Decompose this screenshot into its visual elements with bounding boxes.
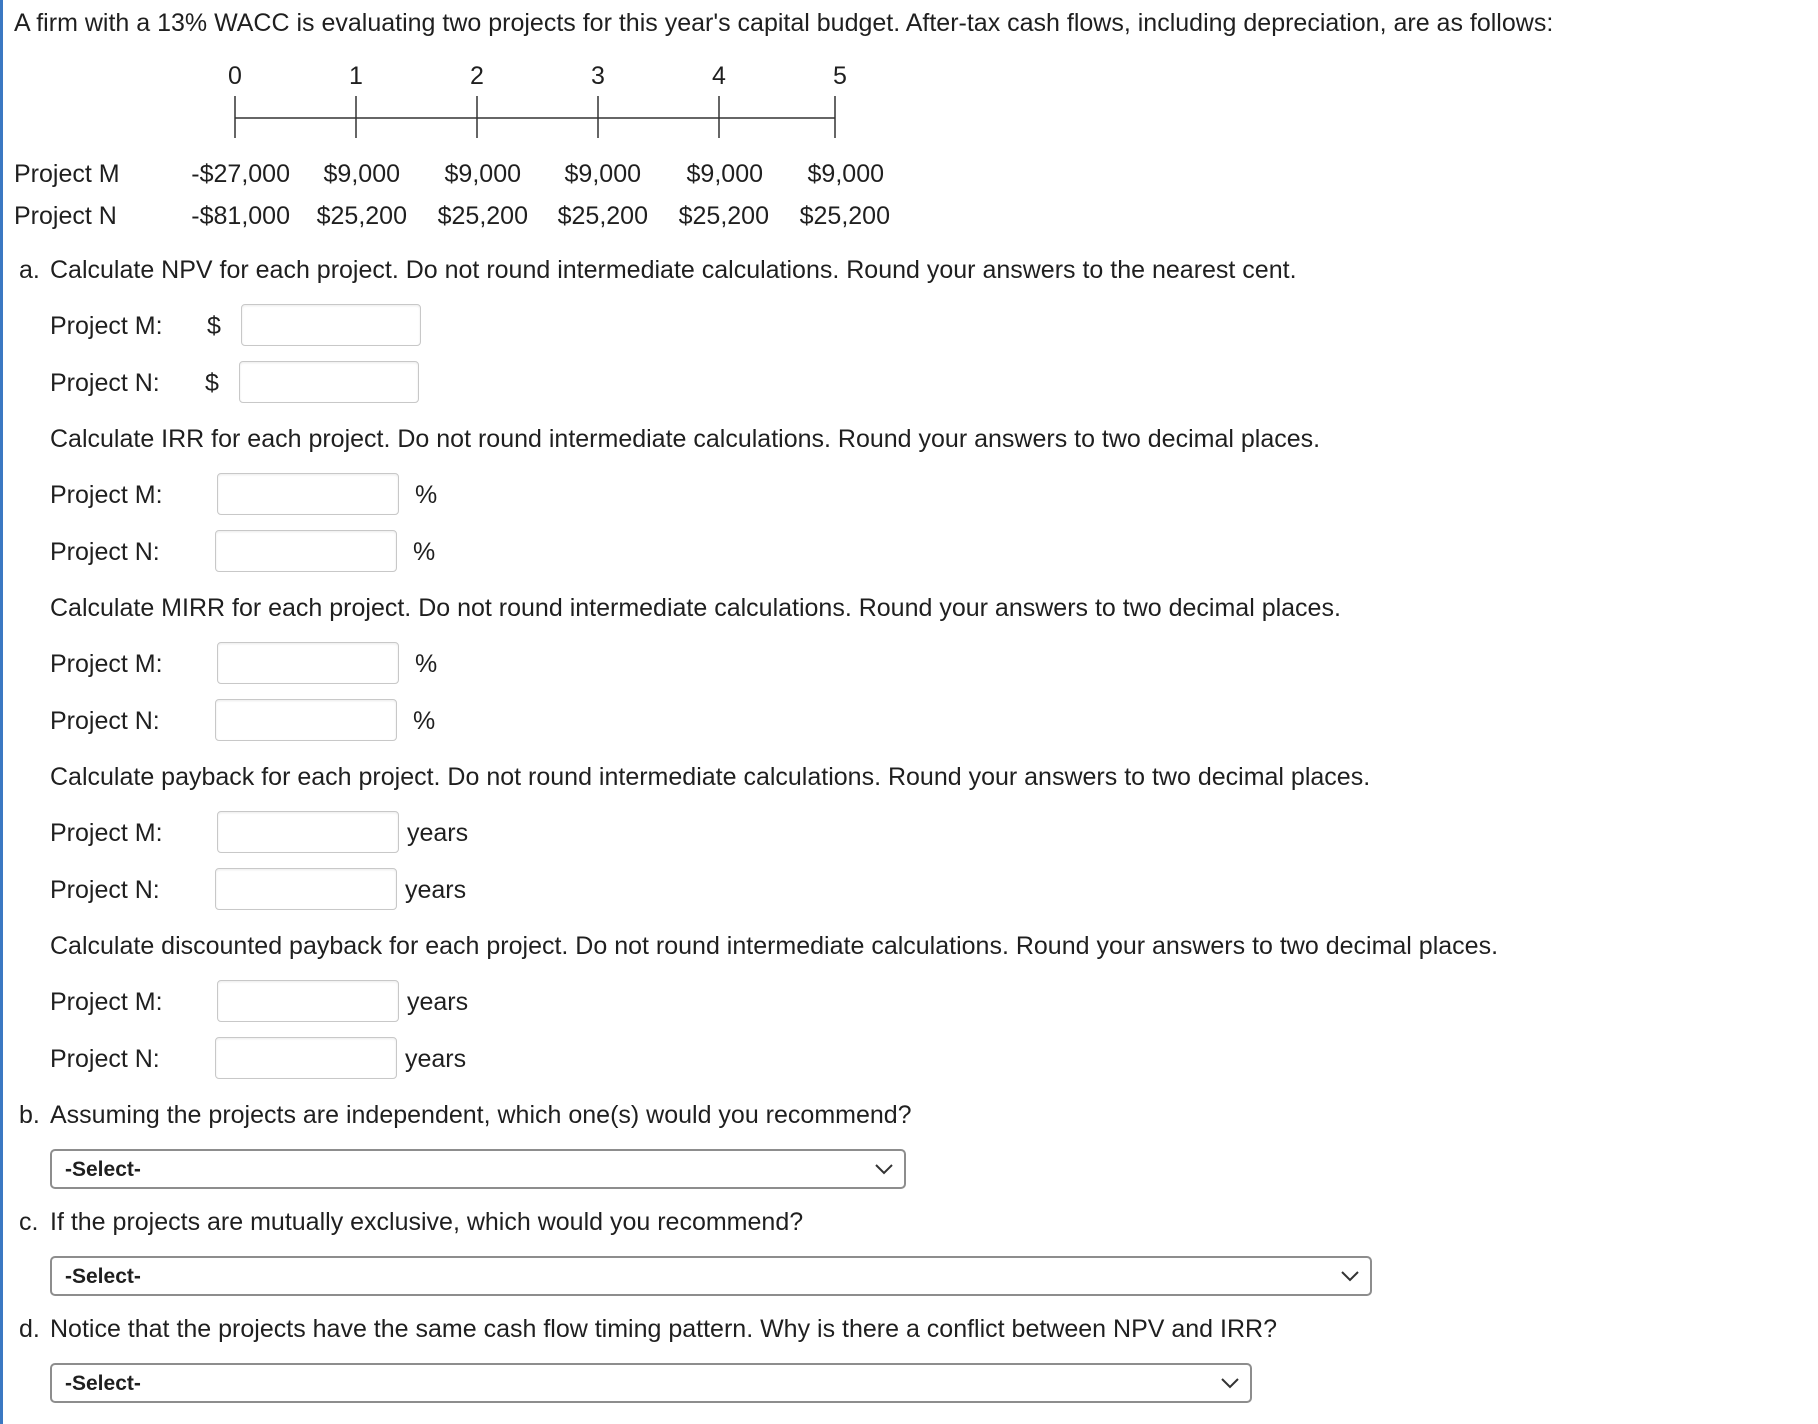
irr-m-input[interactable] [217,473,399,515]
disc-payback-n-label: Project N: [50,1045,160,1073]
period-label: 2 [470,62,484,90]
mirr-prompt: Calculate MIRR for each project. Do not round intermediate calculations. Round your answers to two decimal places. [50,594,1341,622]
irr-n-input[interactable] [215,530,397,572]
part-d-select[interactable] [50,1363,1252,1403]
npv-prompt: Calculate NPV for each project. Do not round intermediate calculations. Round your answers to the nearest cent. [50,256,1297,284]
cash-flow-timeline [230,92,840,142]
chevron-down-icon [1340,1268,1360,1284]
project-m-label: Project M [14,160,120,188]
payback-n-years: years [405,876,467,904]
project-n-cf-4: $25,200 [678,202,769,230]
npv-m-label: Project M: [50,312,163,340]
mirr-m-percent: % [415,650,438,678]
part-c-marker: c. [19,1208,39,1236]
part-c-select-value: -Select- [65,1265,141,1288]
mirr-n-label: Project N: [50,707,160,735]
project-m-cf-0: -$27,000 [191,160,290,188]
npv-n-dollar: $ [205,369,219,397]
period-label: 0 [228,62,242,90]
mirr-m-input[interactable] [217,642,399,684]
project-n-cf-1: $25,200 [316,202,407,230]
period-label: 3 [591,62,605,90]
disc-payback-m-label: Project M: [50,988,163,1016]
period-label: 4 [712,62,726,90]
payback-n-input[interactable] [215,868,397,910]
project-n-cf-0: -$81,000 [191,202,290,230]
payback-m-input[interactable] [217,811,399,853]
disc-payback-m-input[interactable] [217,980,399,1022]
npv-m-input[interactable] [241,304,421,346]
part-b-select-value: -Select- [65,1158,141,1181]
payback-m-label: Project M: [50,819,163,847]
payback-m-years: years [407,819,469,847]
irr-m-label: Project M: [50,481,163,509]
project-n-cf-2: $25,200 [437,202,528,230]
mirr-m-label: Project M: [50,650,163,678]
project-n-cf-3: $25,200 [557,202,648,230]
period-label: 5 [833,62,847,90]
project-m-cf-5: $9,000 [807,160,884,188]
disc-payback-n-input[interactable] [215,1037,397,1079]
problem-intro: A firm with a 13% WACC is evaluating two projects for this year's capital budget. After-tax cash flows, including depreciation, are as follows: [14,9,1554,37]
irr-prompt: Calculate IRR for each project. Do not round intermediate calculations. Round your answers to two decimal places. [50,425,1321,453]
part-b-marker: b. [19,1101,40,1129]
npv-n-input[interactable] [239,361,419,403]
part-a-marker: a. [19,256,40,284]
payback-prompt: Calculate payback for each project. Do not round intermediate calculations. Round your answers to two decimal places. [50,763,1371,791]
mirr-n-input[interactable] [215,699,397,741]
npv-n-label: Project N: [50,369,160,397]
part-c-question: If the projects are mutually exclusive, which would you recommend? [50,1208,804,1236]
project-m-cf-1: $9,000 [323,160,400,188]
left-accent-bar [0,0,3,1424]
part-d-question: Notice that the projects have the same cash flow timing pattern. Why is there a conflict between NPV and IRR? [50,1315,1277,1343]
disc-payback-n-years: years [405,1045,467,1073]
project-m-cf-4: $9,000 [686,160,763,188]
mirr-n-percent: % [413,707,436,735]
part-b-select[interactable] [50,1149,906,1189]
disc-payback-m-years: years [407,988,469,1016]
chevron-down-icon [874,1161,894,1177]
irr-m-percent: % [415,481,438,509]
period-label: 1 [349,62,363,90]
part-b-question: Assuming the projects are independent, which one(s) would you recommend? [50,1101,912,1129]
project-m-cf-2: $9,000 [444,160,521,188]
chevron-down-icon [1220,1375,1240,1391]
disc-payback-prompt: Calculate discounted payback for each project. Do not round intermediate calculations. Round your answers to two decimal places. [50,932,1499,960]
project-n-label: Project N [14,202,117,230]
npv-m-dollar: $ [207,312,221,340]
irr-n-percent: % [413,538,436,566]
part-d-marker: d. [19,1315,40,1343]
irr-n-label: Project N: [50,538,160,566]
part-c-select[interactable] [50,1256,1372,1296]
project-m-cf-3: $9,000 [564,160,641,188]
payback-n-label: Project N: [50,876,160,904]
project-n-cf-5: $25,200 [799,202,890,230]
part-d-select-value: -Select- [65,1372,141,1395]
